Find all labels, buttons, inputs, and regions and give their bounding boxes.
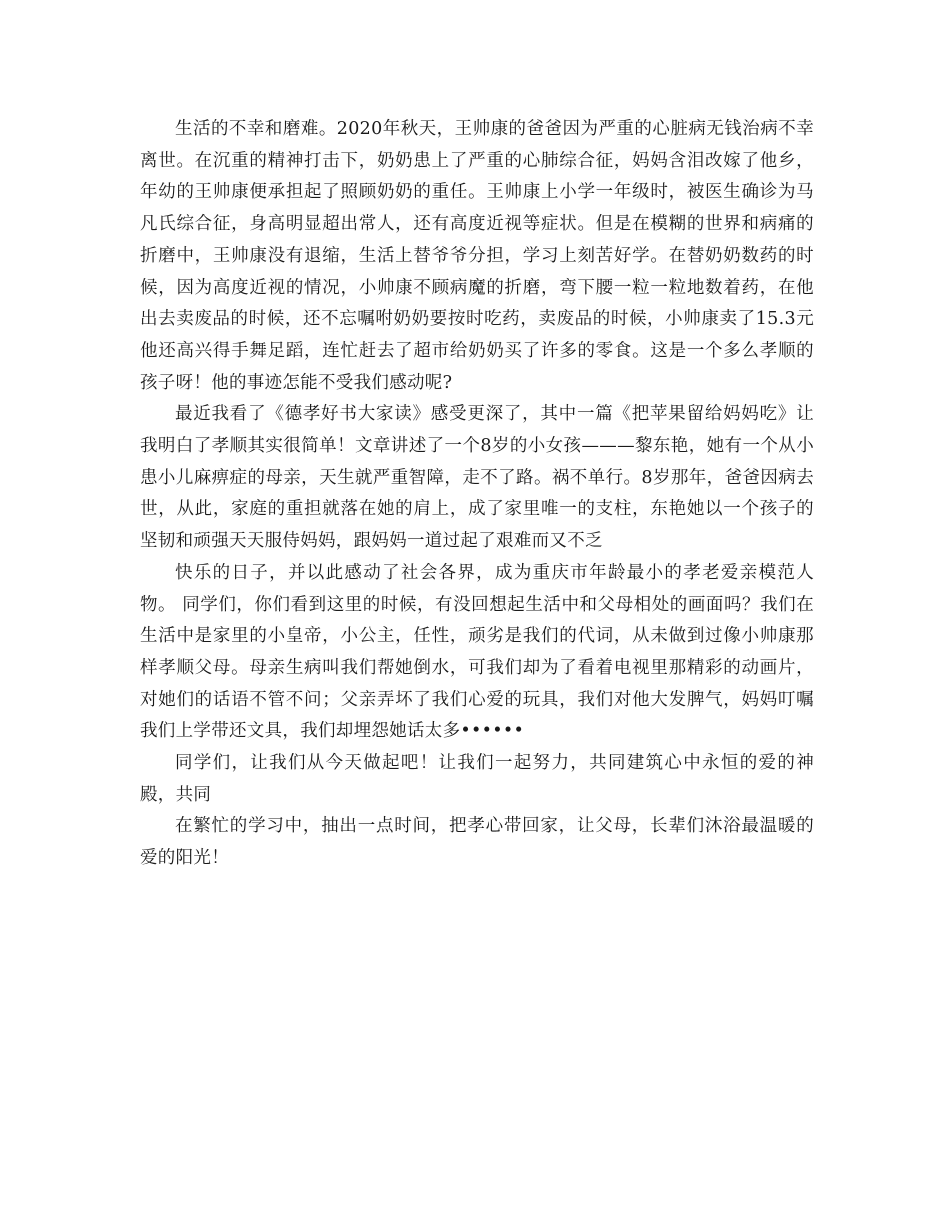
paragraph-4: 同学们，让我们从今天做起吧！让我们一起努力，共同建筑心中永恒的爱的神殿，共同: [140, 753, 814, 805]
paragraph-5: 在繁忙的学习中，抽出一点时间，把孝心带回家，让父母，长辈们沐浴最温暖的爱的阳光！: [140, 816, 814, 869]
paragraph-2: 最近我看了《德孝好书大家读》感受更深了，其中一篇《把苹果留给妈妈吃》让我明白了孝顺其实很简单！文章讲述了一个8岁的小女孩———黎东艳，她有一个从小患小儿麻痹症的母亲，天生就严重智障，走不了路。祸不单行。8岁那年，爸爸因病去世，从此，家庭的重担就落在她的肩上，成了家里唯一的支柱，东艳她以一个孩子的坚韧和顽强天天服侍妈妈，跟妈妈一道过起了艰难而又不乏: [140, 404, 814, 552]
document-body: [140, 114, 814, 875]
paragraph-1: 生活的不幸和磨难。2020年秋天，王帅康的爸爸因为严重的心脏病无钱治病不幸离世。在沉重的精神打击下，奶奶患上了严重的心肺综合征，妈妈含泪改嫁了他乡，年幼的王帅康便承担起了照顾奶奶的重任。王帅康上小学一年级时，被医生确诊为马凡氏综合征，身高明显超出常人，还有高度近视等症状。但是在模糊的世界和病痛的折磨中，王帅康没有退缩，生活上替爷爷分担，学习上刻苦好学。在替奶奶数药的时候，因为高度近视的情况，小帅康不顾病魔的折磨，弯下腰一粒一粒地数着药，在他出去卖废品的时候，还不忘嘱咐奶奶要按时吃药，卖废品的时候，小帅康卖了15.3元他还高兴得手舞足蹈，连忙赶去了超市给奶奶买了许多的零食。这是一个多么孝顺的孩子呀！他的事迹怎能不受我们感动呢?: [140, 119, 814, 393]
paragraph-3: 快乐的日子，并以此感动了社会各界，成为重庆市年龄最小的孝老爱亲模范人物。 同学们，你们看到这里的时候，有没回想起生活中和父母相处的画面吗？我们在生活中是家里的小皇帝，小公主，任性，顽劣是我们的代词，从未做到过像小帅康那样孝顺父母。母亲生病叫我们帮她倒水，可我们却为了看着电视里那精彩的动画片，对她们的话语不管不问；父亲弄坏了我们心爱的玩具，我们对他大发脾气，妈妈叮嘱我们上学带还文具，我们却埋怨她话太多••••••: [140, 562, 814, 742]
